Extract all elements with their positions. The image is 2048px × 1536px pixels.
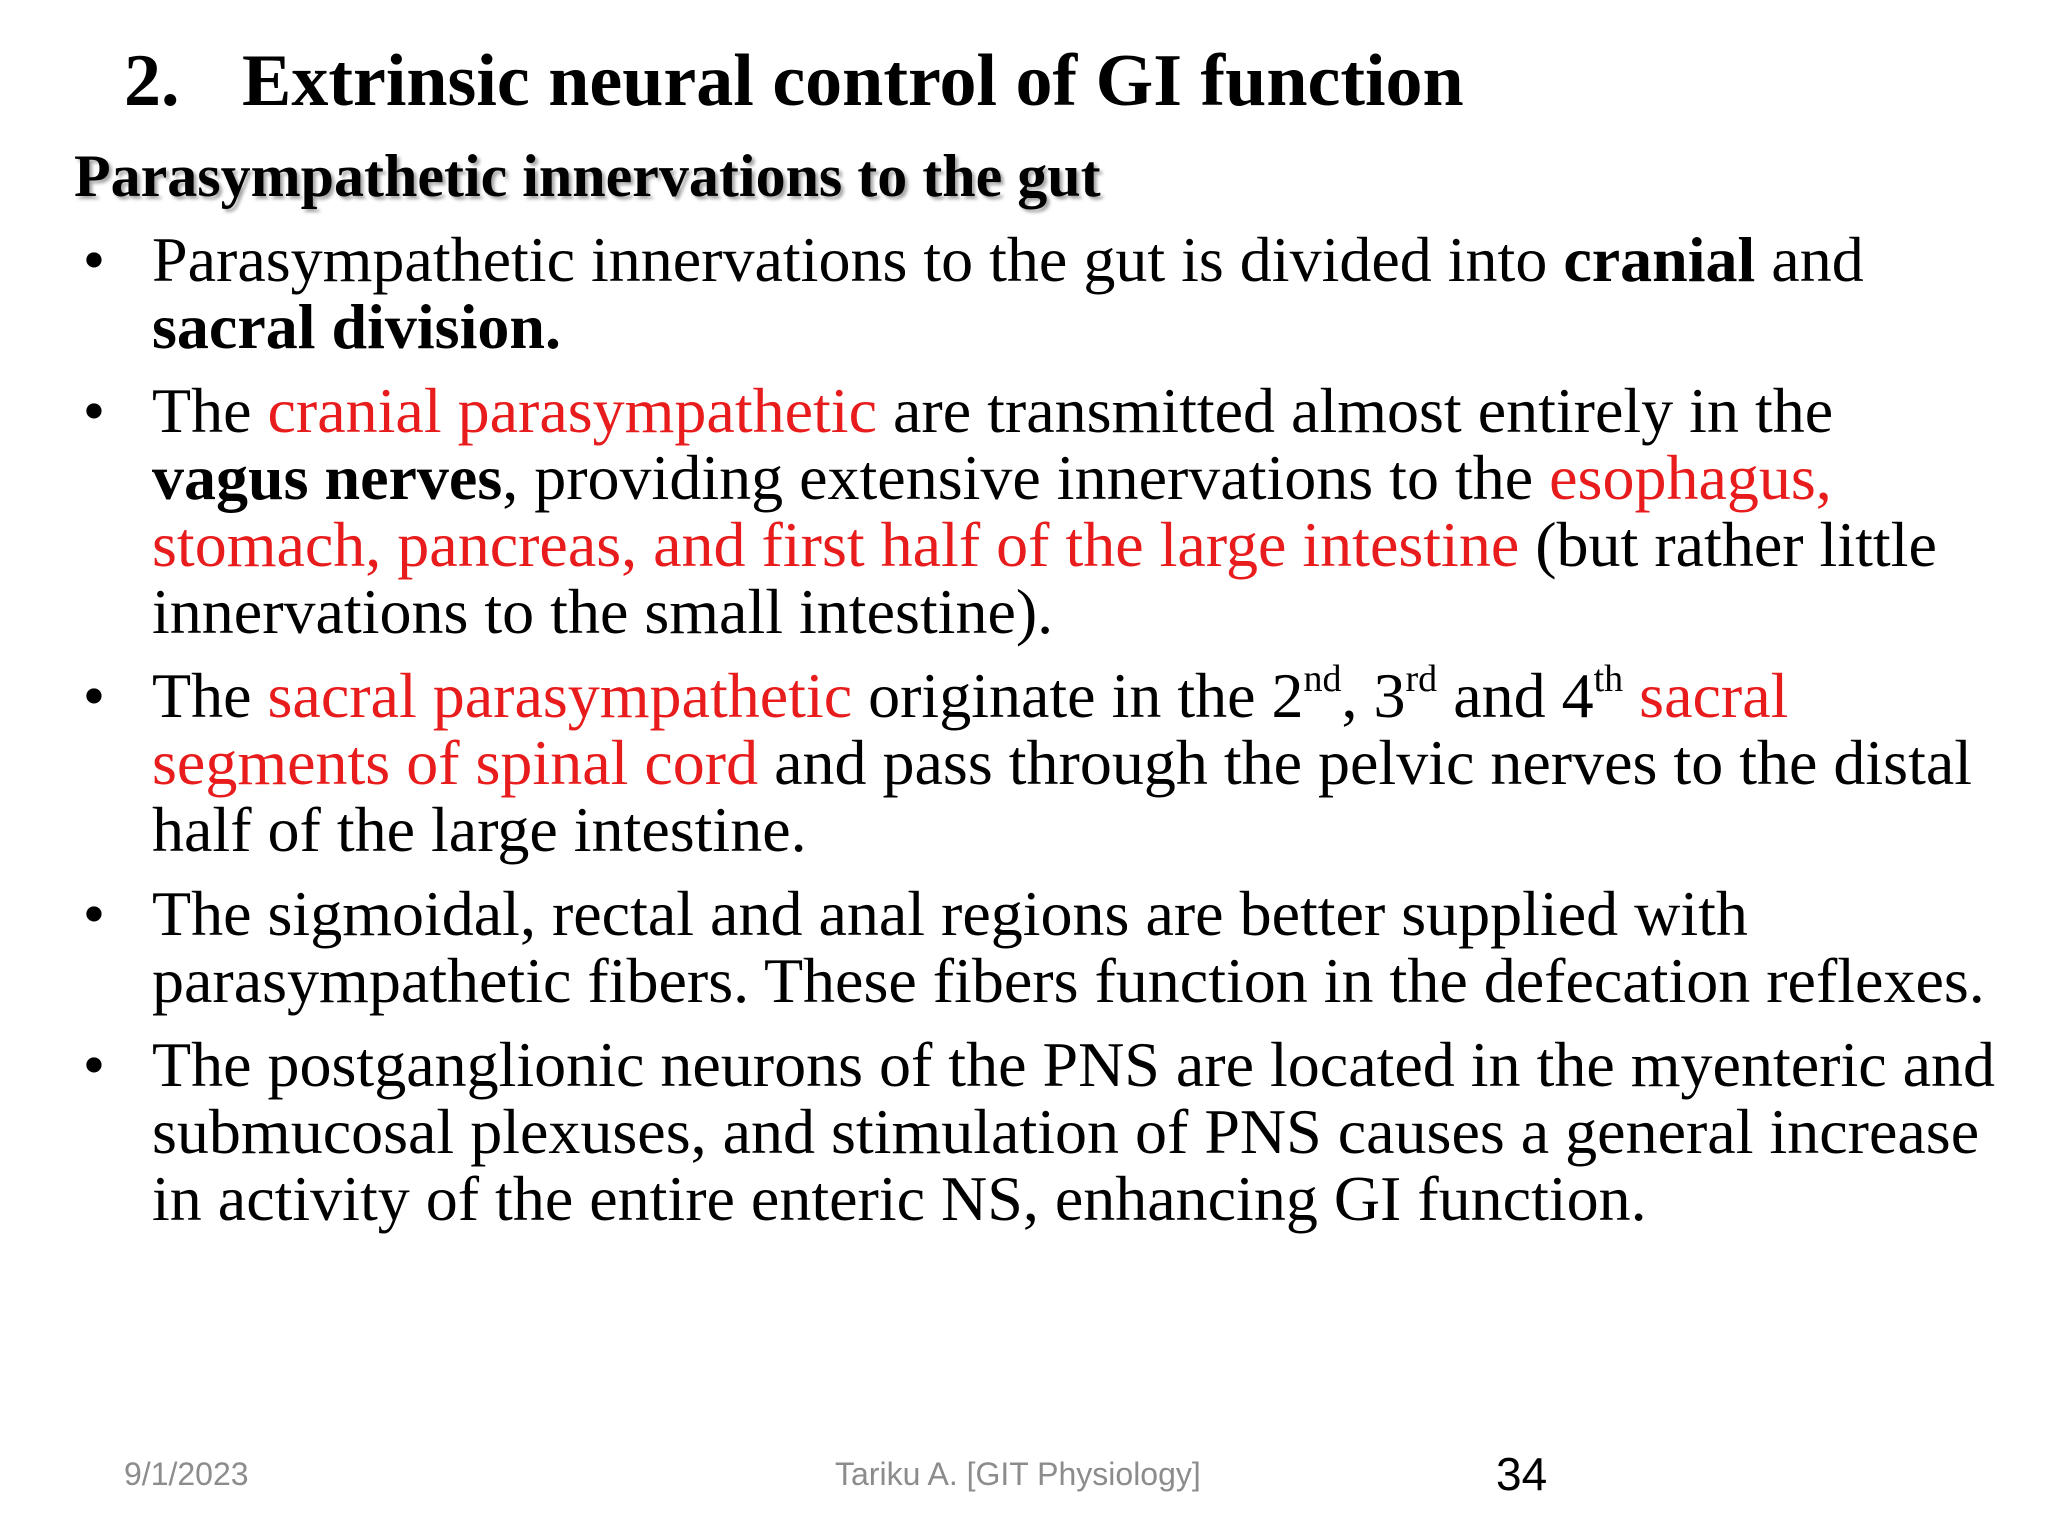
bold-term: vagus nerves bbox=[152, 442, 503, 513]
bullet-text bbox=[1623, 660, 1639, 731]
bullet-icon: • bbox=[82, 375, 106, 446]
highlighted-term: cranial parasympathetic bbox=[267, 375, 877, 446]
bullet-text: The bbox=[152, 660, 268, 731]
title-text: Extrinsic neural control of GI function bbox=[242, 40, 1464, 122]
slide-title bbox=[124, 36, 1464, 126]
bullet-text: The postganglionic neurons of the PNS are located in the myenteric and submucosal plexuses, and stimulation of PNS causes a general increase in activity of the entire enteric NS, enhancing GI function. bbox=[152, 1029, 1996, 1234]
bullet-item-1 bbox=[74, 226, 2004, 360]
bullet-text: , 3 bbox=[1341, 660, 1406, 731]
bullet-text: Parasympathetic innervations to the gut is divided into bbox=[152, 224, 1564, 295]
bullet-text: and pass through the pelvic nerves to the distal half of the large intestine. bbox=[152, 727, 1973, 865]
bullet-item-3 bbox=[74, 658, 2004, 865]
page-number: 34 bbox=[1496, 1448, 1548, 1500]
bullet-text: The sigmoidal, rectal and anal regions are better supplied with parasympathetic fibers. These fibers function in the defecation reflexes. bbox=[152, 878, 1985, 1016]
bullet-text: originate in the 2 bbox=[852, 660, 1304, 731]
highlighted-term: sacral segments of spinal cord bbox=[152, 660, 1789, 798]
highlighted-term: esophagus, stomach, pancreas, and first half of the large intestine bbox=[152, 442, 1832, 580]
bullet-icon: • bbox=[82, 878, 106, 949]
bold-term: sacral division. bbox=[152, 291, 561, 362]
bullet-item-2 bbox=[74, 377, 2004, 645]
footer-author: Tariku A. [GIT Physiology] bbox=[835, 1456, 1201, 1492]
bullet-text: The bbox=[152, 375, 268, 446]
title-number: 2. bbox=[124, 40, 180, 122]
bullet-text: and 4 bbox=[1437, 660, 1594, 731]
bullet-item-5 bbox=[74, 1031, 2004, 1232]
bullet-item-4 bbox=[74, 880, 2004, 1014]
bullet-text: are transmitted almost entirely in the bbox=[876, 375, 1834, 446]
bullet-text: , providing extensive innervations to the bbox=[502, 442, 1550, 513]
slide-subtitle: Parasympathetic innervations to the gut bbox=[74, 143, 1101, 209]
ordinal-suffix: th bbox=[1593, 658, 1624, 700]
bullet-text: (but rather little innervations to the small intestine). bbox=[152, 509, 1937, 647]
bullet-icon: • bbox=[82, 660, 106, 731]
bold-term: cranial bbox=[1563, 224, 1756, 295]
bullet-icon: • bbox=[82, 1029, 106, 1100]
ordinal-suffix: nd bbox=[1303, 658, 1342, 700]
highlighted-term: sacral parasympathetic bbox=[267, 660, 853, 731]
bullet-text: and bbox=[1755, 224, 1864, 295]
bullet-list bbox=[74, 226, 2004, 1249]
footer-date: 9/1/2023 bbox=[124, 1456, 249, 1492]
bullet-icon: • bbox=[82, 224, 106, 295]
ordinal-suffix: rd bbox=[1405, 658, 1438, 700]
